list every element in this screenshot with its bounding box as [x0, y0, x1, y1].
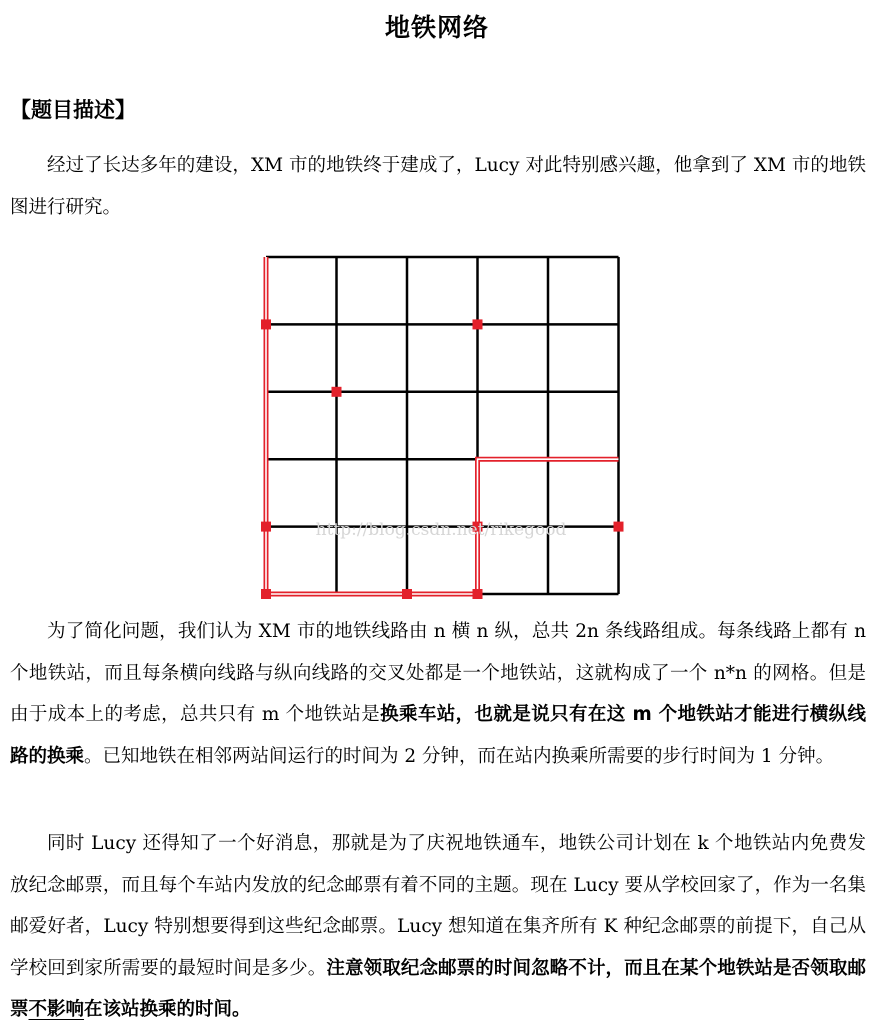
subway-map-figure [255, 248, 627, 604]
transfer-station [261, 319, 271, 329]
transfer-emphasis: 换乘车站，也就是说只有在这 m 个地铁站才能进行横纵线路的换乘 [10, 704, 866, 767]
page-title: 地铁网络 [384, 13, 489, 42]
stamps-text-a: 同时 Lucy 还得知了一个好消息，那就是为了庆祝地铁通车，地铁公司计划在 k 个地铁站内免费发放纪念邮票，而且每个车站内发放的纪念邮票有着不同的主题。现在 Lucy 要从学校回家了，作为一名集邮爱好者，Lucy 特别想要得到这些纪念邮票。Lucy 想知道在集齐所有 K 种纪念邮票的前提下，自己从学校回到家所需要的最短时间是多少。 [10, 833, 866, 979]
red-route-path [266, 257, 619, 594]
transfer-station [614, 522, 624, 532]
transfer-station [402, 589, 412, 599]
stamps-paragraph [10, 823, 866, 1031]
transfer-station [261, 522, 271, 532]
route-inner [266, 257, 619, 594]
note-emphasis-d: 在该站换乘的时间。 [84, 999, 251, 1020]
subway-grid-lines [266, 257, 619, 594]
transfer-station [473, 589, 483, 599]
intro-paragraph: 经过了长达多年的建设，XM 市的地铁终于建成了，Lucy 对此特别感兴趣，他拿到了 XM 市的地铁图进行研究。 [10, 155, 866, 218]
problem-paragraph [10, 611, 866, 777]
section-heading: 【题目描述】 [10, 98, 136, 122]
note-emphasis-a: 注意领取纪念邮票的时间忽略不计，而且在某个地铁站是否领取邮票 [10, 957, 866, 1020]
problem-text-a: 为了简化问题，我们认为 XM 市的地铁线路由 n 横 n 纵，总共 2n 条线路组成。每条线路上都有 n 个地铁站，而且每条横向线路与纵向线路的交叉处都是一个地铁站，这就构成了一个 n*n 的网格。但是由于成本上的考虑，总共只有 m 个地铁站是 [10, 621, 866, 725]
route-outer [266, 257, 619, 594]
transfer-station [261, 589, 271, 599]
problem-text-c: 。已知地铁在相邻两站间运行的时间为 2 分钟，而在站内换乘所需要的步行时间为 1 分钟。 [84, 745, 835, 767]
transfer-station [473, 319, 483, 329]
watermark-text: http://blog.csdn.net/rikegood [315, 520, 567, 540]
note-emphasis-underlined: 不影响 [28, 999, 85, 1020]
transfer-station [332, 387, 342, 397]
